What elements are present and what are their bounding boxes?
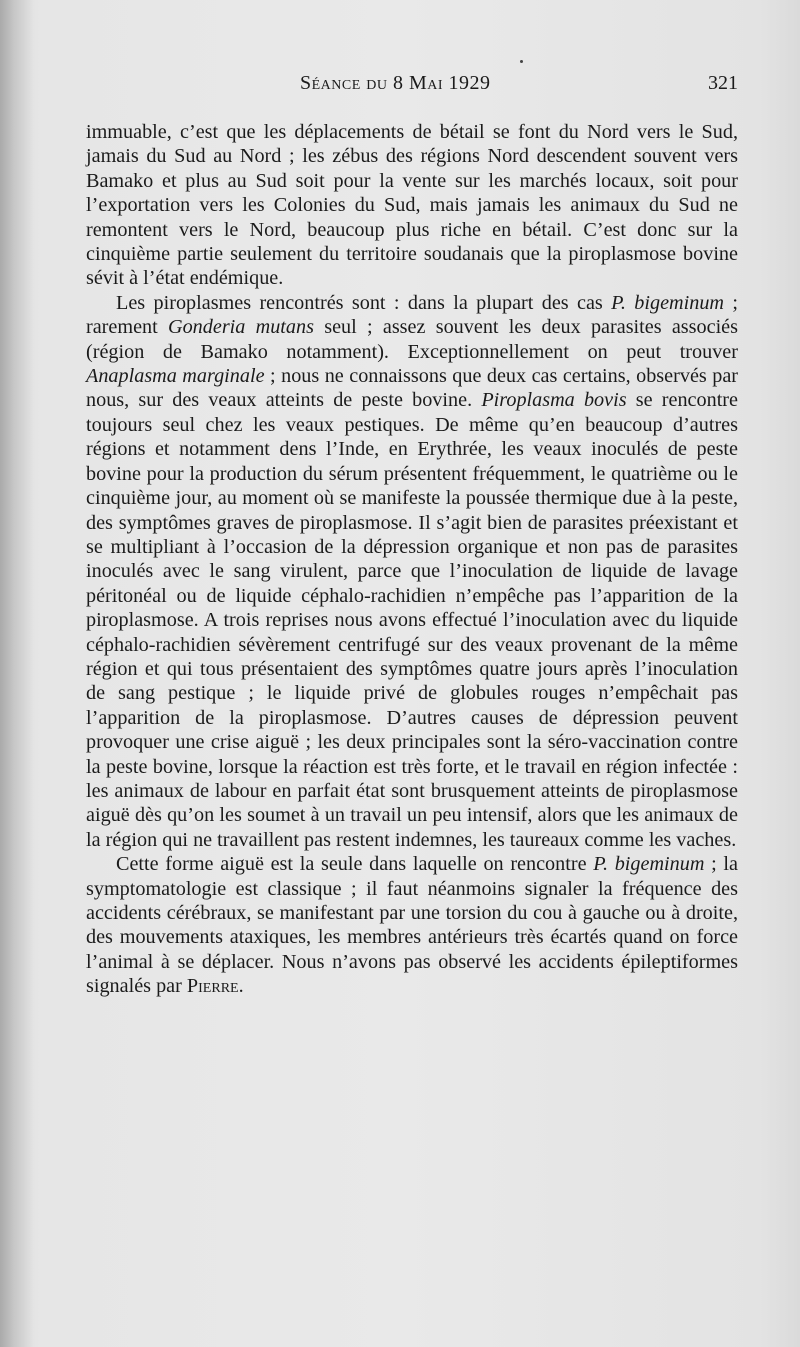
page-number: 321 [708, 72, 738, 94]
running-header [86, 60, 738, 96]
document-page [86, 60, 738, 999]
species-name: P. bigeminum [611, 291, 725, 314]
paragraph-2-text-3: seul ; assez souvent les deux parasites associés (région de Bamako notamment). Exceptionnellement on peut trouver [86, 316, 738, 363]
binding-shadow [0, 0, 34, 1347]
paragraph-2-text-1: Les piroplasmes rencontrés sont : dans la plupart des cas [116, 291, 612, 314]
paragraph-3-text-2: ; la symptomatologie est classique ; il faut néanmoins signaler la fréquence des accidents cérébraux, se manifestant par une torsion du cou à gauche ou à droite, des mouvements ataxiques, les membres antérieurs très écartés quand on force l’animal à se déplacer. Nous n’avons pas observé les accidents épileptiformes signalés par [86, 853, 738, 998]
paragraph-1: immuable, c’est que les déplacements de bétail se font du Nord vers le Sud, jamais du Sud au Nord ; les zébus des régions Nord descendent souvent vers Bamako et plus au Sud soit pour la vente sur les marchés locaux, soit pour l’exportation vers les Colonies du Sud, mais jamais les animaux du Sud ne remontent vers le Nord, beaucoup plus riche en bétail. C’est donc sur la cinquième partie seulement du territoire soudanais que la piroplasmose bovine sévit à l’état endémique. [86, 121, 738, 290]
species-name: Piroplasma bovis [481, 389, 627, 412]
species-name: P. bigeminum [593, 853, 705, 876]
paragraph-3 [86, 852, 738, 998]
body-text [86, 120, 738, 999]
species-name: Anaplasma marginale [86, 365, 265, 388]
paragraph-2-text-5: se rencontre toujours seul chez les veaux pestiques. De même qu’en beaucoup d’autres régions et notamment dens l’Inde, en Erythrée, les veaux inoculés de peste bovine pour la production du sérum présentent fréquemment, le quatrième ou le cinquième jour, au moment où se manifeste la poussée thermique due à la peste, des symptômes graves de piroplasmose. Il s’agit bien de parasites préexistant et se multipliant à l’occasion de la dépression organique et non pas de parasites inoculés avec le sang virulent, parce que l’inoculation de liquide de lavage péritonéal ou de liquide céphalo-rachidien n’empêche pas l’apparition de la piroplasmose. A trois reprises nous avons effectué l’inoculation avec du liquide céphalo-rachidien sévèrement centrifugé sur des veaux provenant de la même région et qui tous présentaient des symptômes quatre jours après l’inoculation de sang pestique ; le liquide privé de globules rouges n’empêchait pas l’apparition de la piroplasmose. D’autres causes de dépression peuvent provoquer une crise aiguë ; les deux principales sont la séro-vaccination contre la peste bovine, lorsque la réaction est très forte, et le travail en région infectée : les animaux de labour en parfait état sont brusquement atteints de piroplasmose aiguë dès qu’on les soumet à un travail un peu intensif, alors que les animaux de la région qui ne travaillent pas restent indemnes, les taureaux comme les vaches. [86, 389, 738, 851]
paragraph-2-text-4: ; nous ne connaissons que deux cas certains, observés par nous, sur des veaux atteints de peste bovine. [86, 365, 738, 412]
running-title: Séance du 8 Mai 1929 [300, 72, 491, 94]
paragraph-2 [86, 291, 738, 852]
paragraph-3-text-3: . [238, 975, 244, 998]
species-name: Gonderia mutans [168, 316, 314, 339]
cited-author: Pierre [186, 975, 239, 998]
paragraph-2-text-2: ; rarement [86, 291, 738, 339]
paragraph-3-text-1: Cette forme aiguë est la seule dans laquelle on rencontre [116, 853, 594, 876]
